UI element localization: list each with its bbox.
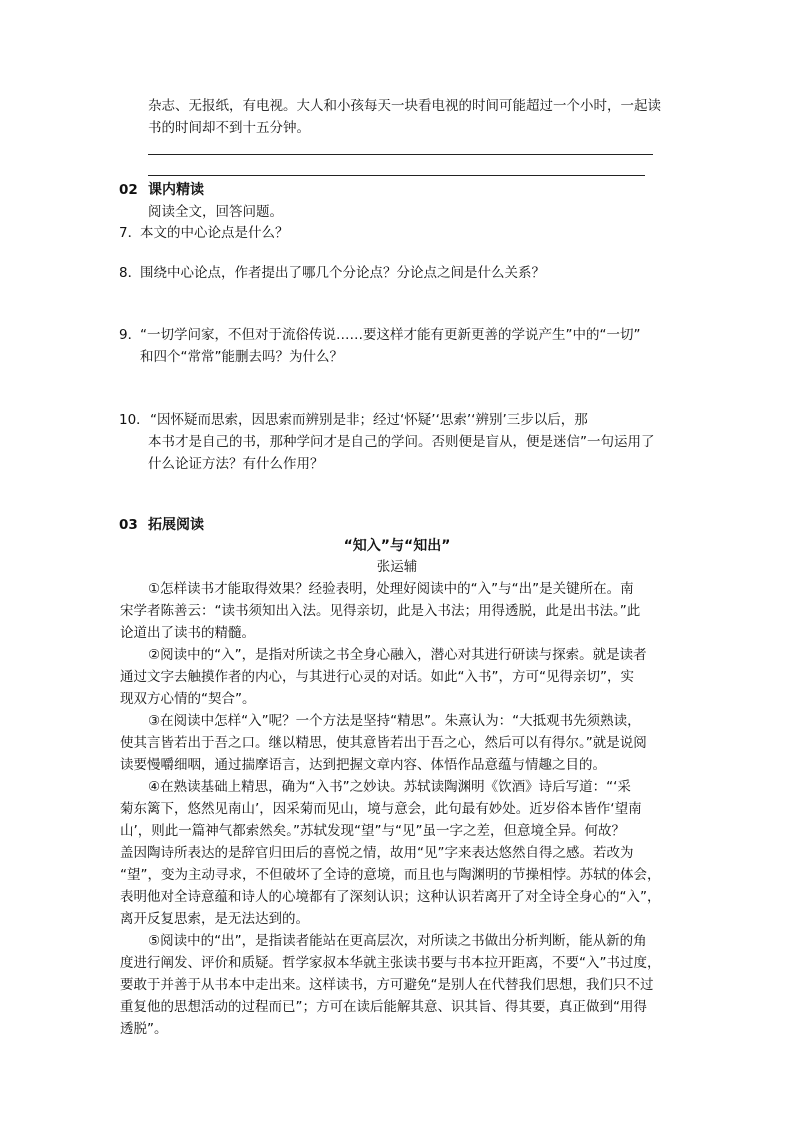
question-text: “一切学问家，不但对于流俗传说……要这样才能有更新更善的学说产生”中的“一切” [140, 327, 641, 343]
question-text: 和四个“常常”能删去吗？为什么？ [140, 349, 343, 365]
paragraph-line: 菊东篱下，悠然见南山’，因采菊而见山，境与意会，此句最有妙处。近岁俗本皆作‘望南 [120, 801, 642, 817]
paragraph-line: 论道出了读书的精髓。 [120, 625, 255, 641]
paragraph-line: 现双方心情的“契合”。 [120, 691, 256, 707]
paragraph-line: 离开反复思索，是无法达到的。 [120, 911, 309, 927]
paragraph-line: ⑤阅读中的“出”，是指读者能站在更高层次，对所读之书做出分析判断，能从新的角 [148, 933, 647, 949]
paragraph-line: 读要慢嚼细咽，通过揣摩语言，达到把握文章内容、体悟作品意蕴与情趣之目的。 [120, 757, 606, 773]
paragraph-line: 重复他的思想活动的过程而已”；方可在读后能解其意、识其旨、得其要，真正做到“用得 [120, 999, 647, 1015]
question-text: 本文的中心论点是什么？ [140, 225, 289, 241]
question-text: 什么论证方法？有什么作用？ [148, 456, 324, 472]
section-heading: 拓展阅读 [148, 517, 204, 533]
paragraph-line: ④在熟读基础上精思，确为“入书”之妙诀。苏轼读陶渊明《饮酒》诗后写道：“‘采 [148, 779, 631, 795]
paragraph-line: 山’，则此一篇神气都索然矣。”苏轼发现“望”与“见”虽一字之差，但意境全异。何故？ [120, 823, 626, 839]
question-number: 10． [119, 412, 150, 428]
paragraph-line: 透脱”。 [120, 1021, 168, 1037]
paragraph-line: 要敢于并善于从书本中走出来。这样读书，方可避免“是别人在代替我们思想，我们只不过 [120, 977, 654, 993]
paragraph-line: 使其言皆若出于吾之口。继以精思，使其意皆若出于吾之心，然后可以有得尔。”就是说阅 [120, 735, 647, 751]
answer-blank-line[interactable] [148, 175, 645, 176]
paragraph-line: ①怎样读书才能取得效果？经验表明，处理好阅读中的“入”与“出”是关键所在。南 [148, 581, 634, 597]
paragraph-line: 盖因陶诗所表达的是辞官归田后的喜悦之情，故用“见”字来表达悠然自得之感。若改为 [120, 845, 634, 861]
question-text: “因怀疑而思索，因思索而辨别是非；经过‘怀疑’‘思索’‘辨别’三步以后，那 [150, 412, 588, 428]
paragraph-line: 表明他对全诗意蕴和诗人的心境都有了深刻认识；这种认识若离开了对全诗全身心的“入”， [120, 889, 661, 905]
section-number: 02 [119, 182, 138, 198]
question-number: 7． [119, 225, 142, 241]
paragraph-line: 度进行阐发、评价和质疑。哲学家叔本华就主张读书要与书本拉开距离，不要“入”书过度， [120, 955, 661, 971]
answer-blank-line[interactable] [148, 154, 653, 155]
question-number: 8． [119, 265, 142, 281]
paragraph-line: ②阅读中的“入”，是指对所读之书全身心融入，潜心对其进行研读与探索。就是读者 [148, 647, 647, 663]
section-number: 03 [119, 517, 138, 533]
instruction-text: 阅读全文，回答问题。 [148, 204, 283, 220]
question-text: 本书才是自己的书，那种学问才是自己的学问。否则便是盲从，便是迷信”一句运用了 [148, 434, 655, 450]
article-author: 张运辅 [376, 559, 418, 575]
paragraph-line: “望”，变为主动寻求，不但破坏了全诗的意境，而且也与陶渊明的节操相悖。苏轼的体会， [120, 867, 661, 883]
article-title: “知入”与“知出” [343, 538, 451, 554]
intro-line: 杂志、无报纸，有电视。大人和小孩每天一块看电视的时间可能超过一个小时，一起读 [148, 98, 661, 114]
question-text: 围绕中心论点，作者提出了哪几个分论点？分论点之间是什么关系？ [140, 265, 545, 281]
paragraph-line: 通过文字去触摸作者的内心，与其进行心灵的对话。如此“入书”，方可“见得亲切”，实 [120, 669, 634, 685]
intro-line: 书的时间却不到十五分钟。 [148, 120, 310, 136]
question-number: 9． [119, 327, 142, 343]
section-heading: 课内精读 [148, 182, 204, 198]
paragraph-line: 宋学者陈善云：“读书须知出入法。见得亲切，此是入书法；用得透脱，此是出书法。”此 [120, 603, 641, 619]
paragraph-line: ③在阅读中怎样“入”呢？一个方法是坚持“精思”。朱熹认为：“大抵观书先须熟读， [148, 713, 641, 729]
